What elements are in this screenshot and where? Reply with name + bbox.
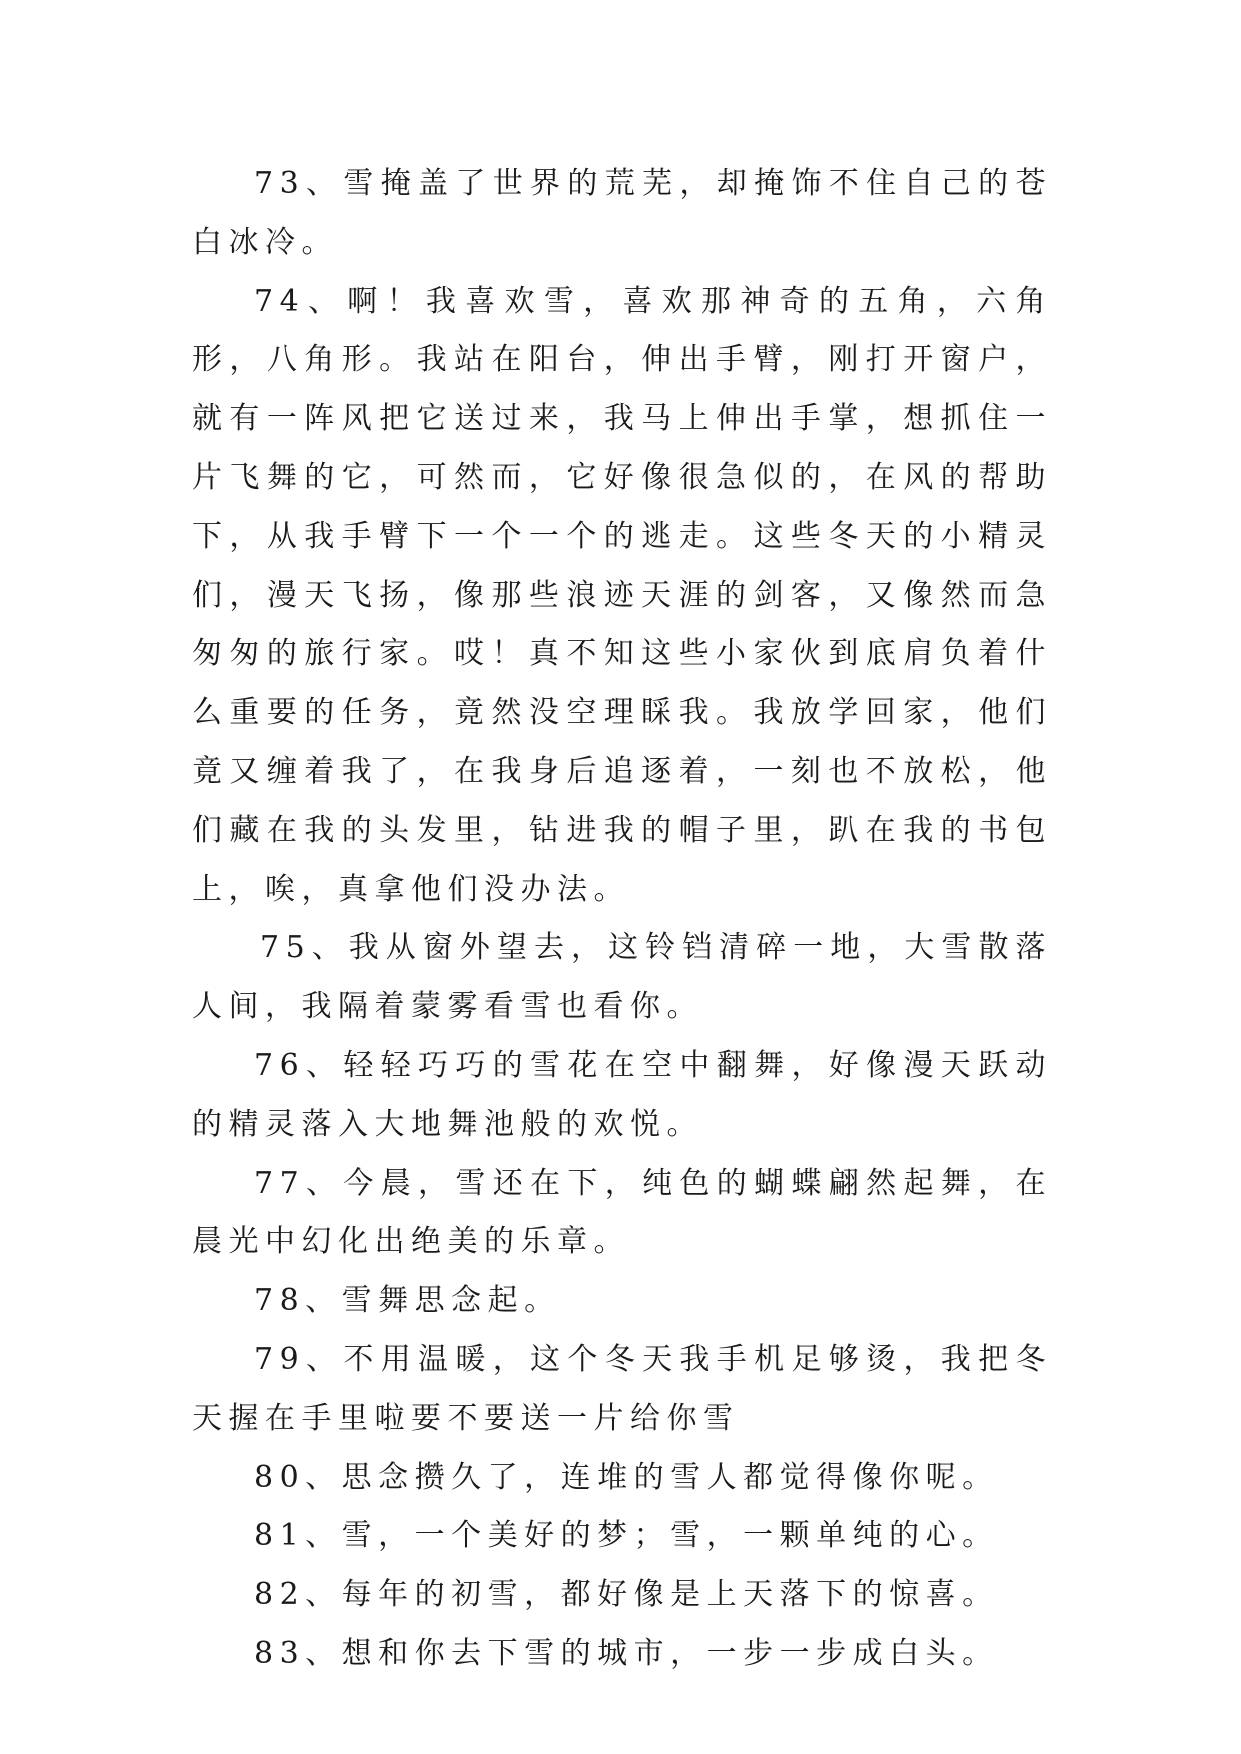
- paragraph-81: 81、雪，一个美好的梦；雪，一颗单纯的心。: [254, 1518, 999, 1554]
- paragraph-74: 74、啊！我喜欢雪，喜欢那神奇的五角，六角形，八角形。我站在阳台，伸出手臂，刚打开窗户，就有一阵风把它送过来，我马上伸出手掌，想抓住一片飞舞的它，可然而，它好像很急似的，在风的帮助下，从我手臂下一个一个的逃走。这些冬天的小精灵们，漫天飞扬，像那些浪迹天涯的剑客，又像然而急匆匆的旅行家。哎！真不知这些小家伙到底肩负着什么重要的任务，竟然没空理睬我。我放学回家，他们竟又缠着我了，在我身后追逐着，一刻也不放松，他们藏在我的头发里，钻进我的帽子里，趴在我的书包上，唉，真拿他们没办法。: [192, 283, 1052, 907]
- paragraph-79: 79、不用温暖，这个冬天我手机足够烫，我把冬天握在手里啦要不要送一片给你雪: [192, 1341, 1052, 1436]
- paragraph-75: 75、我从窗外望去，这铃铛清碎一地，大雪散落人间，我隔着蒙雾看雪也看你。: [192, 930, 1052, 1025]
- paragraph-77: 77、今晨，雪还在下，纯色的蝴蝶翩然起舞，在晨光中幻化出绝美的乐章。: [192, 1165, 1052, 1260]
- paragraph-76: 76、轻轻巧巧的雪花在空中翻舞，好像漫天跃动的精灵落入大地舞池般的欢悦。: [192, 1047, 1052, 1142]
- paragraph-78: 78、雪舞思念起。: [254, 1283, 561, 1319]
- paragraph-80: 80、思念攒久了，连堆的雪人都觉得像你呢。: [254, 1459, 999, 1495]
- paragraph-83: 83、想和你去下雪的城市，一步一步成白头。: [254, 1635, 999, 1671]
- paragraph-73: 73、雪掩盖了世界的荒芜，却掩饰不住自己的苍白冰冷。: [192, 166, 1052, 260]
- document-page: [192, 155, 1052, 1684]
- paragraph-82: 82、每年的初雪，都好像是上天落下的惊喜。: [254, 1577, 999, 1613]
